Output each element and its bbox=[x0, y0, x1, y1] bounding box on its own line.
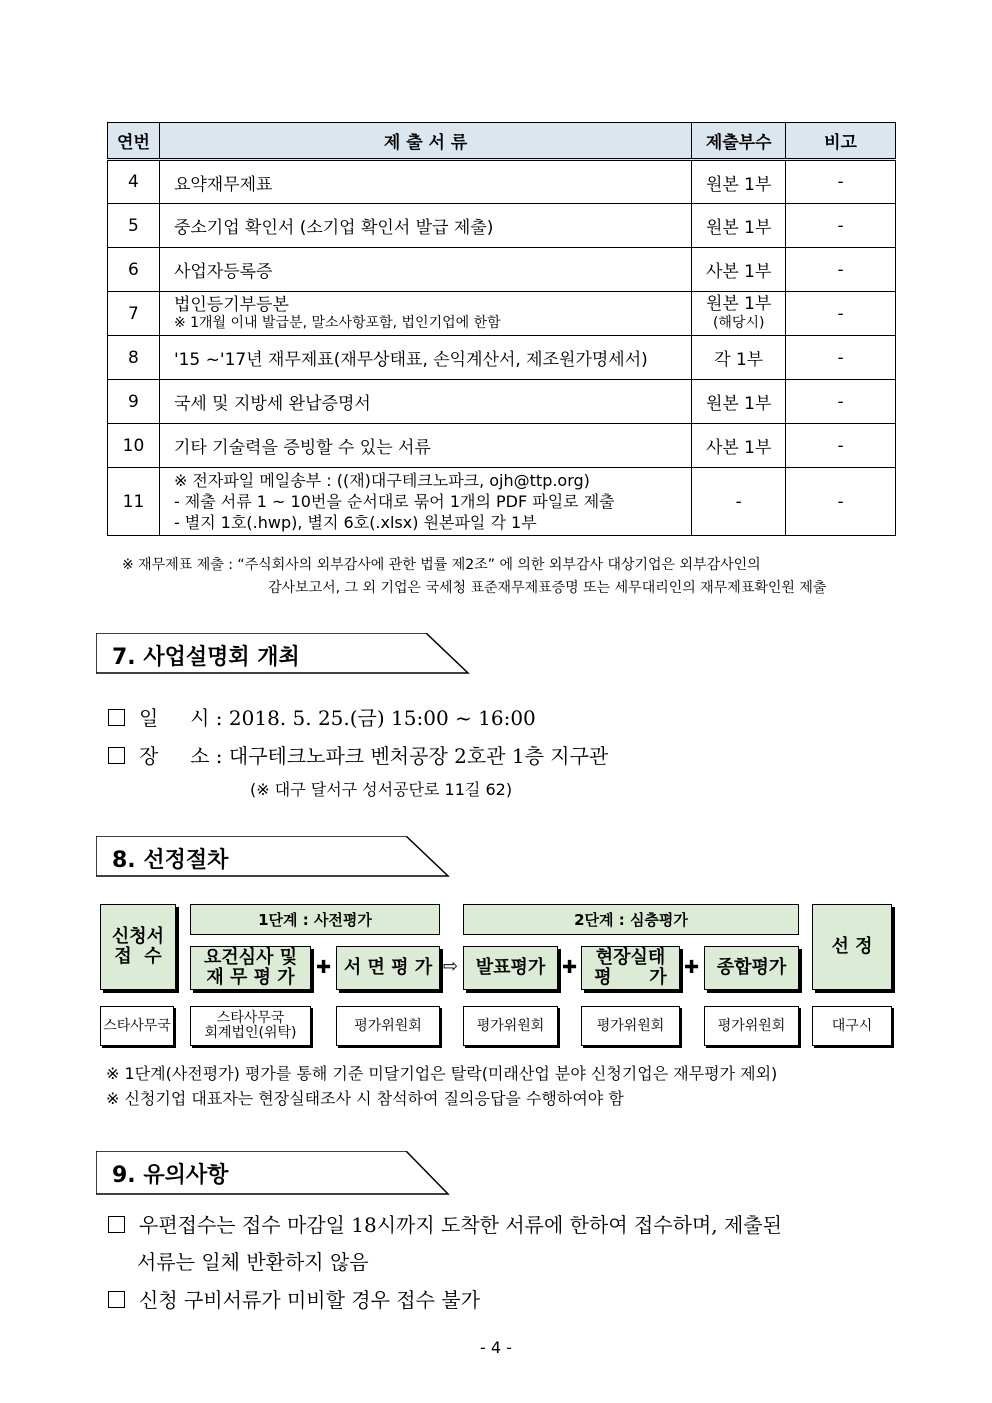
plus-icon: ✚ bbox=[316, 957, 332, 978]
section-7-header bbox=[96, 633, 470, 675]
section-9-header bbox=[96, 1151, 470, 1193]
header-note: 비고 bbox=[786, 123, 896, 160]
row-no: 10 bbox=[108, 424, 160, 468]
row-doc-line2: - 제출 서류 1 ~ 10번을 순서대로 묶어 1개의 PDF 파일로 제출 bbox=[173, 492, 615, 511]
row-doc: ※ 전자파일 메일송부 : ((재)대구테크노파크, ojh@ttp.org) bbox=[173, 471, 590, 490]
header-no: 연번 bbox=[108, 123, 160, 160]
row-doc: 국세 및 지방세 완납증명서 bbox=[159, 380, 691, 424]
notice-item-2-text: 신청 구비서류가 미비할 경우 접수 불가 bbox=[139, 1288, 480, 1312]
event-place bbox=[108, 740, 608, 769]
table-row bbox=[108, 380, 896, 424]
header-copies: 제출부수 bbox=[692, 123, 786, 160]
table-footnote bbox=[122, 554, 826, 600]
row-doc-cell bbox=[159, 468, 691, 536]
notice-item-2 bbox=[108, 1284, 480, 1313]
section-9-title: 9. 유의사항 bbox=[112, 1163, 229, 1188]
table-row bbox=[108, 292, 896, 336]
row-copies: 원본 1부 bbox=[692, 204, 786, 248]
row-copies: - bbox=[692, 468, 786, 536]
row-note: - bbox=[786, 468, 896, 536]
page-number: - 4 - bbox=[480, 1338, 512, 1357]
flow-stage2: 2단계 : 심층평가 bbox=[463, 904, 799, 935]
row-copies: 원본 1부 bbox=[692, 160, 786, 204]
footnote-line1: ※ 재무제표 제출 : “주식회사의 외부감사에 관한 법률 제2조” 에 의한 외부감사 대상기업은 외부감사인의 bbox=[122, 557, 761, 573]
checkbox-icon bbox=[108, 1291, 125, 1308]
header-doc: 제 출 서 류 bbox=[159, 123, 691, 160]
row-doc-line3: - 별지 1호(.hwp), 별지 6호(.xlsx) 원본파일 각 1부 bbox=[173, 513, 537, 532]
row-no: 5 bbox=[108, 204, 160, 248]
row-copies-sub: (해당시) bbox=[712, 314, 765, 331]
section-7-title: 7. 사업설명회 개최 bbox=[112, 645, 300, 670]
footnote-line2: 감사보고서, 그 외 기업은 국세청 표준재무제표증명 또는 세무대리인의 재무제표확인원 제출 bbox=[268, 580, 827, 596]
flow-step5: 종합평가 bbox=[704, 946, 799, 990]
procedure-note-1: ※ 1단계(사전평가) 평가를 통해 기준 미달기업은 탈락(미래산업 분야 신청기업은 재무평가 제외) bbox=[106, 1064, 778, 1083]
who-final: 대구시 bbox=[812, 1006, 892, 1046]
section-8-header bbox=[96, 836, 470, 878]
row-no: 9 bbox=[108, 380, 160, 424]
arrow-right-icon: ⇨ bbox=[443, 956, 459, 977]
flow-final: 선 정 bbox=[812, 904, 892, 990]
who-apply: 스타사무국 bbox=[100, 1006, 174, 1046]
row-no: 8 bbox=[108, 336, 160, 380]
row-doc: 기타 기술력을 증빙할 수 있는 서류 bbox=[159, 424, 691, 468]
event-date bbox=[108, 702, 536, 731]
row-copies: 원본 1부 bbox=[692, 380, 786, 424]
row-copies: 각 1부 bbox=[692, 336, 786, 380]
procedure-note-2: ※ 신청기업 대표자는 현장실태조사 시 참석하여 질의응답을 수행하여야 함 bbox=[106, 1089, 624, 1108]
row-doc-sub: ※ 1개월 이내 발급분, 말소사항포함, 법인기업에 한함 bbox=[173, 314, 501, 331]
flow-apply: 신청서 접 수 bbox=[100, 904, 176, 990]
row-note: - bbox=[786, 380, 896, 424]
row-no: 7 bbox=[108, 292, 160, 336]
flow-step2: 서 면 평 가 bbox=[336, 946, 440, 990]
checkbox-icon bbox=[108, 747, 125, 764]
row-doc: 중소기업 확인서 (소기업 확인서 발급 제출) bbox=[159, 204, 691, 248]
row-copies: 사본 1부 bbox=[692, 248, 786, 292]
row-doc: 요약재무제표 bbox=[159, 160, 691, 204]
row-doc-cell bbox=[159, 292, 691, 336]
event-address: (※ 대구 달서구 성서공단로 11길 62) bbox=[250, 780, 513, 799]
row-note: - bbox=[786, 204, 896, 248]
table-row bbox=[108, 468, 896, 536]
checkbox-icon bbox=[108, 709, 125, 726]
row-doc: 법인등기부등본 bbox=[173, 294, 289, 315]
table-header-row bbox=[108, 123, 896, 160]
date-label: 일 시 : bbox=[139, 706, 223, 730]
row-note: - bbox=[786, 424, 896, 468]
notice-item-1 bbox=[108, 1209, 782, 1238]
plus-icon: ✚ bbox=[684, 957, 700, 978]
row-copies-cell bbox=[692, 292, 786, 336]
notice-item-1-line1: 우편접수는 접수 마감일 18시까지 도착한 서류에 한하여 접수하며, 제출된 bbox=[139, 1213, 782, 1237]
row-copies: 사본 1부 bbox=[692, 424, 786, 468]
checkbox-icon bbox=[108, 1216, 125, 1233]
row-doc: 사업자등록증 bbox=[159, 248, 691, 292]
who-step1: 스타사무국 회계법인(위탁) bbox=[190, 1006, 311, 1046]
place-label: 장 소 : bbox=[139, 744, 223, 768]
date-value: 2018. 5. 25.(금) 15:00 ~ 16:00 bbox=[228, 706, 536, 730]
row-doc: '15 ~'17년 재무제표(재무상태표, 손익계산서, 제조원가명세서) bbox=[159, 336, 691, 380]
row-note: - bbox=[786, 160, 896, 204]
table-row bbox=[108, 160, 896, 204]
who-step4: 평가위원회 bbox=[581, 1006, 680, 1046]
table-row bbox=[108, 424, 896, 468]
who-step2: 평가위원회 bbox=[336, 1006, 440, 1046]
who-step3: 평가위원회 bbox=[463, 1006, 558, 1046]
table-row bbox=[108, 248, 896, 292]
row-note: - bbox=[786, 248, 896, 292]
row-copies: 원본 1부 bbox=[705, 293, 772, 314]
row-no: 4 bbox=[108, 160, 160, 204]
who-step5: 평가위원회 bbox=[704, 1006, 799, 1046]
flow-step3: 발표평가 bbox=[463, 946, 558, 990]
row-no: 6 bbox=[108, 248, 160, 292]
flow-step1: 요건심사 및 재 무 평 가 bbox=[190, 946, 311, 990]
flow-step4: 현장실태 평 가 bbox=[581, 946, 680, 990]
place-value: 대구테크노파크 벤처공장 2호관 1층 지구관 bbox=[228, 744, 609, 768]
flow-stage1: 1단계 : 사전평가 bbox=[190, 904, 440, 935]
row-note: - bbox=[786, 336, 896, 380]
table-row bbox=[108, 336, 896, 380]
section-8-title: 8. 선정절차 bbox=[112, 848, 229, 873]
notice-item-1-line2: 서류는 일체 반환하지 않음 bbox=[137, 1250, 369, 1274]
plus-icon: ✚ bbox=[562, 957, 578, 978]
row-no: 11 bbox=[108, 468, 160, 536]
row-note: - bbox=[786, 292, 896, 336]
table-row bbox=[108, 204, 896, 248]
documents-table bbox=[107, 122, 896, 536]
